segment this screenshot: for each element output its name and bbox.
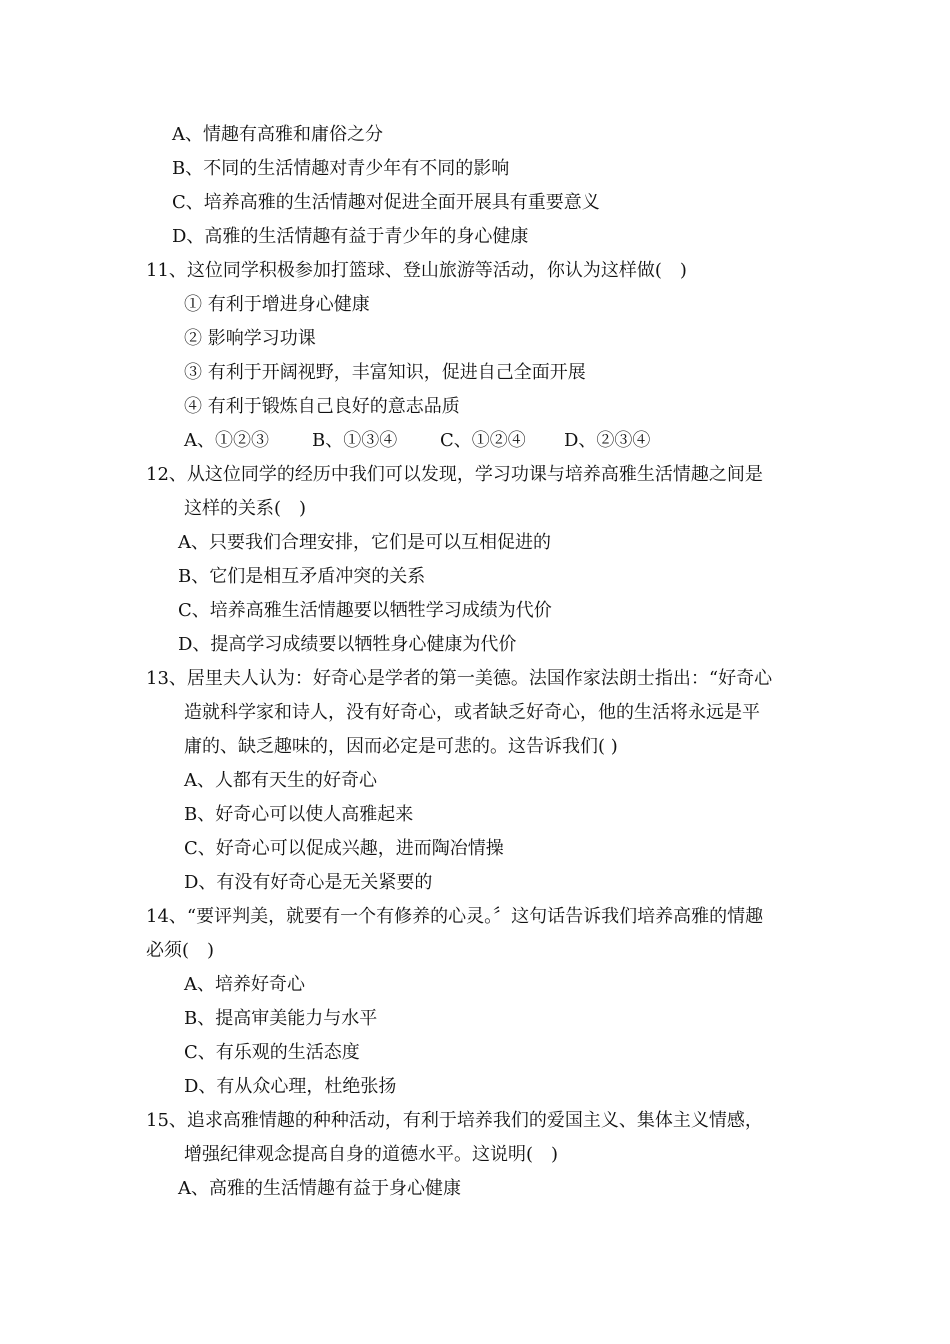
q11-statement-2: ② 影响学习功课 [184, 328, 316, 349]
q13-option-b: B、好奇心可以使人高雅起来 [184, 804, 414, 825]
q11-option-b: B、①③④ [312, 430, 398, 451]
q12-option-b: B、它们是相互矛盾冲突的关系 [178, 566, 426, 587]
q12-option-a: A、只要我们合理安排，它们是可以互相促进的 [178, 532, 551, 553]
q13-option-d: D、有没有好奇心是无关紧要的 [184, 872, 433, 893]
q14-option-c: C、有乐观的生活态度 [184, 1042, 360, 1063]
q11-options-row [184, 429, 650, 453]
q10-option-c: C、培养高雅的生活情趣对促进全面开展具有重要意义 [172, 192, 600, 213]
q15-option-a: A、高雅的生活情趣有益于身心健康 [178, 1178, 461, 1199]
q11-stem: 11、这位同学积极参加打篮球、登山旅游等活动，你认为这样做( ) [146, 260, 687, 281]
q14-stem-line-2: 必须( ) [146, 940, 215, 961]
q11-statement-4: ④ 有利于锻炼自己良好的意志品质 [184, 396, 460, 417]
q11-option-a: A、①②③ [184, 430, 269, 451]
q12-option-d: D、提高学习成绩要以牺牲身心健康为代价 [178, 634, 517, 655]
q15-stem-line-1: 15、追求高雅情趣的种种活动，有利于培养我们的爱国主义、集体主义情感， [146, 1110, 763, 1131]
q13-option-a: A、人都有天生的好奇心 [184, 770, 377, 791]
q10-option-b: B、不同的生活情趣对青少年有不同的影响 [172, 158, 510, 179]
q14-option-b: B、提高审美能力与水平 [184, 1008, 378, 1029]
q10-option-d: D、高雅的生活情趣有益于青少年的身心健康 [172, 226, 529, 247]
q10-option-a: A、情趣有高雅和庸俗之分 [172, 124, 383, 145]
q11-statement-3: ③ 有利于开阔视野，丰富知识，促进自己全面开展 [184, 362, 586, 383]
q14-option-d: D、有从众心理，杜绝张扬 [184, 1076, 397, 1097]
q11-option-d: D、②③④ [564, 430, 651, 451]
q11-statement-1: ① 有利于增进身心健康 [184, 294, 370, 315]
q14-stem-line-1: 14、“要评判美，就要有一个有修养的心灵。〞这句话告诉我们培养高雅的情趣 [146, 906, 764, 927]
q13-stem-line-3: 庸的、缺乏趣味的，因而必定是可悲的。这告诉我们( ) [184, 736, 618, 757]
q13-stem-line-2: 造就科学家和诗人，没有好奇心，或者缺乏好奇心，他的生活将永远是平 [184, 702, 760, 723]
q13-stem-line-1: 13、居里夫人认为：好奇心是学者的第一美德。法国作家法朗士指出：“好奇心 [146, 668, 773, 689]
q11-option-c: C、①②④ [440, 430, 526, 451]
q15-stem-line-2: 增强纪律观念提高自身的道德水平。这说明( ) [184, 1144, 559, 1165]
q13-option-c: C、好奇心可以促成兴趣，进而陶冶情操 [184, 838, 504, 859]
q12-stem-line-2: 这样的关系( ) [184, 498, 307, 519]
q12-option-c: C、培养高雅生活情趣要以牺牲学习成绩为代价 [178, 600, 552, 621]
q14-option-a: A、培养好奇心 [184, 974, 305, 995]
q12-stem-line-1: 12、从这位同学的经历中我们可以发现，学习功课与培养高雅生活情趣之间是 [146, 464, 763, 485]
